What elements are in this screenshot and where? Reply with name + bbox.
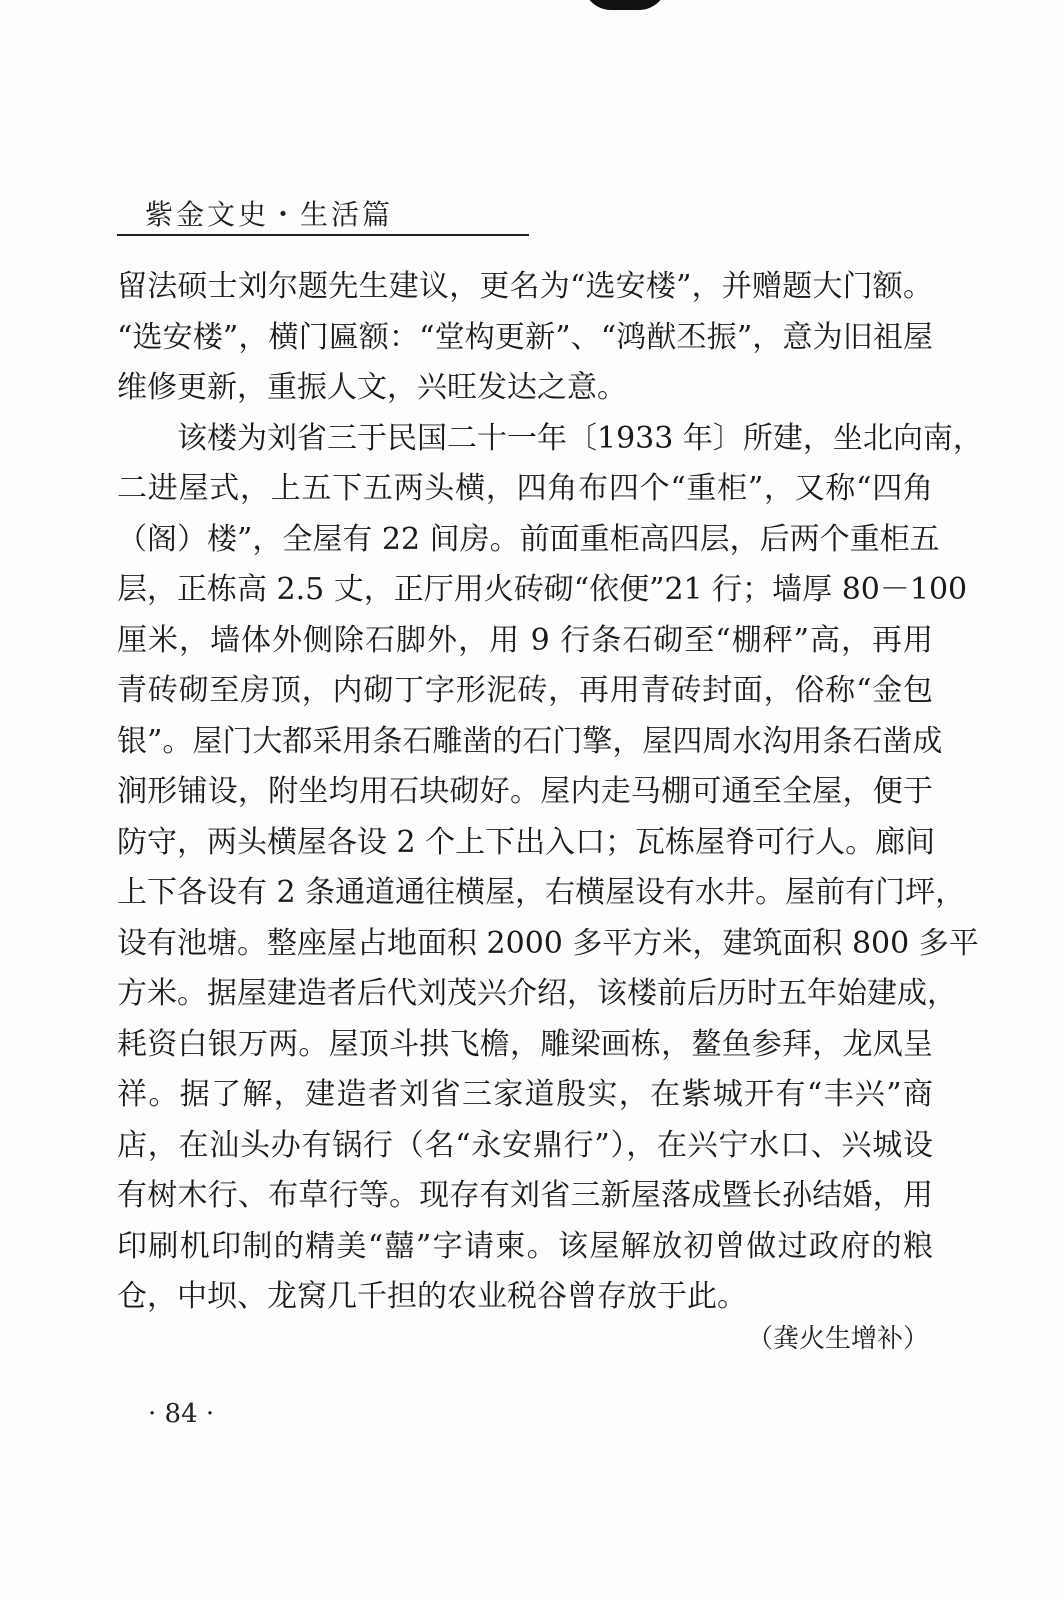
text-line: 该楼为刘省三于民国二十一年〔1933 年〕所建，坐北向南，: [177, 420, 983, 456]
text-line: 耗资白银万两。屋顶斗拱飞檐，雕梁画栋，鳌鱼参拜，龙凤呈: [117, 1026, 933, 1062]
top-edge-mark: [583, 0, 667, 10]
text-line: 印刷机印制的精美“囍”字请柬。该屋解放初曾做过政府的粮: [117, 1228, 933, 1264]
paragraph-1: [117, 262, 933, 414]
text-line: 防守，两头横屋各设 2 个上下出入口；瓦栋屋脊可行人。廊间: [117, 824, 936, 860]
text-line: 祥。据了解，建造者刘省三家道殷实，在紫城开有“丰兴”商: [117, 1077, 933, 1112]
text-line: （阁）楼”，全屋有 22 间房。前面重柜高四层，后两个重柜五: [117, 521, 940, 557]
text-line: 厘米，墙体外侧除石脚外，用 9 行条石砌至“棚秤”高，再用: [117, 622, 933, 658]
paragraph-2: [117, 414, 983, 1323]
text-line: 留法硕士刘尔题先生建议，更名为“选安楼”，并赠题大门额。: [117, 269, 933, 304]
text-line: 仓，中坝、龙窝几千担的农业税谷曾存放于此。: [117, 1279, 747, 1314]
text-line: 青砖砌至房顶，内砌丁字形泥砖，再用青砖封面，俗称“金包: [117, 673, 933, 708]
text-line: 层，正栋高 2.5 丈，正厅用火砖砌“依便”21 行；墙厚 80－100: [117, 572, 968, 607]
page-number: · 84 ·: [148, 1399, 215, 1429]
running-head: 紫金文史・生活篇: [145, 198, 394, 231]
text-line: 设有池塘。整座屋占地面积 2000 多平方米，建筑面积 800 多平: [117, 925, 979, 961]
text-line: 店，在汕头办有锅行（名“永安鼎行”），在兴宁水口、兴城设: [117, 1127, 933, 1163]
attribution: （龚火生增补）: [746, 1324, 929, 1354]
text-line: 维修更新，重振人文，兴旺发达之意。: [117, 370, 627, 405]
text-line: 涧形铺设，附坐均用石块砌好。屋内走马棚可通至全屋，便于: [117, 774, 933, 809]
text-line: “选安楼”，横门匾额：“堂构更新”、“鸿猷丕振”，意为旧祖屋: [117, 319, 933, 355]
main-text: [117, 262, 983, 1323]
header-rule: [117, 234, 529, 236]
text-line: 二进屋式，上五下五两头横，四角布四个“重柜”，又称“四角: [117, 471, 933, 506]
text-line: 上下各设有 2 条通道通往横屋，右横屋设有水井。屋前有门坪，: [117, 875, 966, 910]
text-line: 方米。据屋建造者后代刘茂兴介绍，该楼前后历时五年始建成，: [117, 976, 957, 1011]
text-line: 银”。屋门大都采用条石雕凿的石门擎，屋四周水沟用条石凿成: [117, 723, 943, 759]
text-line: 有树木行、布草行等。现存有刘省三新屋落成暨长孙结婚，用: [117, 1178, 933, 1213]
